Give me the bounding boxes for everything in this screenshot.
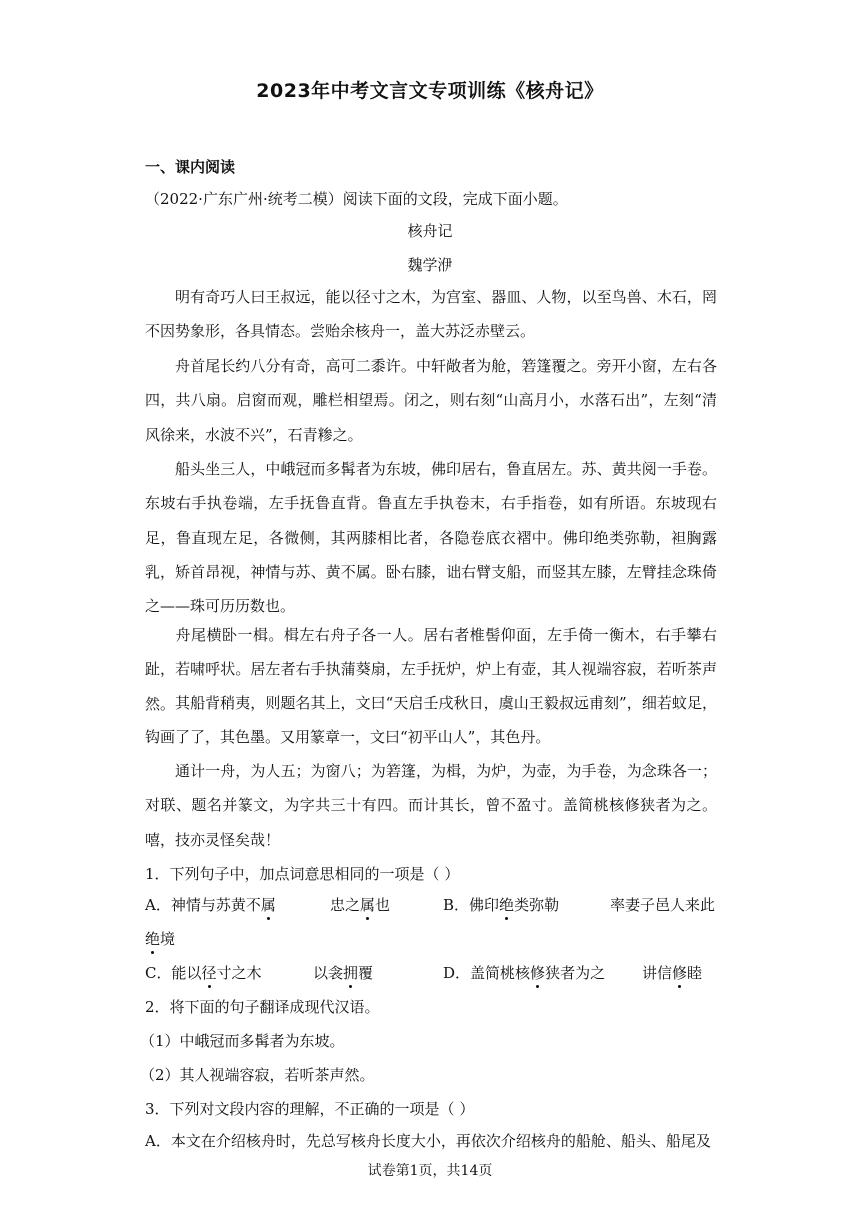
passage-author: 魏学洢 xyxy=(407,256,453,274)
option-text: 盖简桃核 xyxy=(470,964,531,982)
dotted-word: 修 xyxy=(530,964,546,982)
q1-option-b-part1 xyxy=(443,894,559,915)
option-label: B． xyxy=(443,896,470,914)
option-text: 率妻子邑人来此 xyxy=(610,896,716,914)
passage-paragraph-6 xyxy=(145,754,717,857)
question-1-stem: 1．下列句子中，加点词意思相同的一项是（ ） xyxy=(145,865,460,883)
option-text: 睦 xyxy=(687,964,703,982)
passage-title: 核舟记 xyxy=(407,222,453,240)
question-2-stem: 2．将下面的句子翻译成现代汉语。 xyxy=(145,998,380,1016)
option-text: 也 xyxy=(375,896,391,914)
q1-option-d-part1 xyxy=(443,962,605,983)
q3-option-a: A．本文在介绍核舟时，先总写核舟长度大小，再依次介绍核舟的船舱、船头、船尾及 xyxy=(145,1132,711,1150)
passage-paragraph-3 xyxy=(145,452,717,623)
passage-paragraph-2 xyxy=(145,349,717,452)
dotted-word: 绝 xyxy=(499,896,515,914)
paragraph-text: 船头坐三人，中峨冠而多髯者为东坡，佛印居右，鲁直居左。苏、黄共阅一手卷。东坡右手执卷端，左手抚鲁直背。鲁直左手执卷末，右手指卷，如有所语。东坡现右足，鲁直现左足，各微侧，其两膝相比者，各隐卷底衣褶中。佛印绝类弥勒，袒胸露乳，矫首昂视，神情与苏、黄不属。卧右膝，诎右臂支船，而竖其左膝，左臂挂念珠倚之——珠可历历数也。 xyxy=(145,460,717,616)
q1-option-d-part2 xyxy=(642,962,702,983)
paragraph-text: 舟首尾长约八分有奇，高可二黍许。中轩敞者为舱，箬篷覆之。旁开小窗，左右各四，共八扇。启窗而观，雕栏相望焉。闭之，则右刻“山高月小，水落石出”，左刻“清风徐来，水波不兴”，石青糁之。 xyxy=(145,357,717,444)
paragraph-text: 通计一舟，为人五；为窗八；为箬篷，为楫，为炉，为壶，为手卷，为念珠各一；对联、题名并篆文，为字共三十有四。而计其长，曾不盈寸。盖简桃核修狭者为之。嘻，技亦灵怪矣哉！ xyxy=(145,762,717,849)
option-text: 覆 xyxy=(358,964,374,982)
question-3-stem: 3．下列对文段内容的理解，不正确的一项是（ ） xyxy=(145,1100,475,1118)
option-text: 能以 xyxy=(171,964,202,982)
option-text: 狭者为之 xyxy=(545,964,606,982)
option-label: A． xyxy=(145,896,171,914)
q1-option-b-part2-cont xyxy=(145,928,175,949)
option-text: 佛印 xyxy=(469,896,500,914)
q1-option-c-part2 xyxy=(313,962,373,983)
paragraph-text: 舟尾横卧一楫。楫左右舟子各一人。居右者椎髻仰面，左手倚一衡木，右手攀右趾，若啸呼状。居左者右手执蒲葵扇，左手抚炉，炉上有壶，其人视端容寂，若听茶声然。 xyxy=(145,626,717,713)
question-source-intro: （2022·广东广州·统考二模）阅读下面的文段，完成下面小题。 xyxy=(145,190,568,208)
dotted-word: 径 xyxy=(201,964,217,982)
passage-paragraph-1 xyxy=(145,280,717,349)
option-text: 忠之 xyxy=(330,896,361,914)
paragraph-text: 其船背稍夷，则题名其上，文曰“天启壬戌秋日，虞山王毅叔远甫刻”，细若蚊足，钩画了了，其色墨。又用篆章一，文曰“初平山人”，其色丹。 xyxy=(145,694,717,747)
dotted-word: 修 xyxy=(672,964,688,982)
dotted-word: 属 xyxy=(360,896,376,914)
page-footer: 试卷第1页，共14页 xyxy=(367,1163,493,1179)
option-text: 寸之木 xyxy=(216,964,262,982)
option-label: C． xyxy=(145,964,172,982)
section-heading: 一、课内阅读 xyxy=(145,158,236,176)
option-text: 以衾 xyxy=(313,964,344,982)
passage-paragraph-5 xyxy=(145,686,717,755)
question-2-sentence-2: （2）其人视端容寂，若听茶声然。 xyxy=(140,1066,375,1084)
q1-option-b-part2 xyxy=(610,894,715,915)
document-title: 2023年中考文言文专项训练《核舟记》 xyxy=(256,80,604,102)
question-2-sentence-1: （1）中峨冠而多髯者为东坡。 xyxy=(140,1032,345,1050)
option-text: 类弥勒 xyxy=(514,896,560,914)
option-label: D． xyxy=(443,964,471,982)
option-text: 讲信 xyxy=(642,964,673,982)
option-text: 神情与苏黄不 xyxy=(170,896,261,914)
q1-option-a-part2 xyxy=(330,894,390,915)
q1-option-c-part1 xyxy=(145,962,262,983)
paragraph-text: 明有奇巧人曰王叔远，能以径寸之木，为宫室、器皿、人物，以至鸟兽、木石，罔不因势象形，各具情态。尝贻余核舟一，盖大苏泛赤壁云。 xyxy=(145,288,717,341)
q1-option-a-part1 xyxy=(145,894,276,915)
dotted-word: 绝 xyxy=(145,930,161,948)
option-text: 境 xyxy=(160,930,176,948)
dotted-word: 拥 xyxy=(343,964,359,982)
dotted-word: 属 xyxy=(260,896,276,914)
